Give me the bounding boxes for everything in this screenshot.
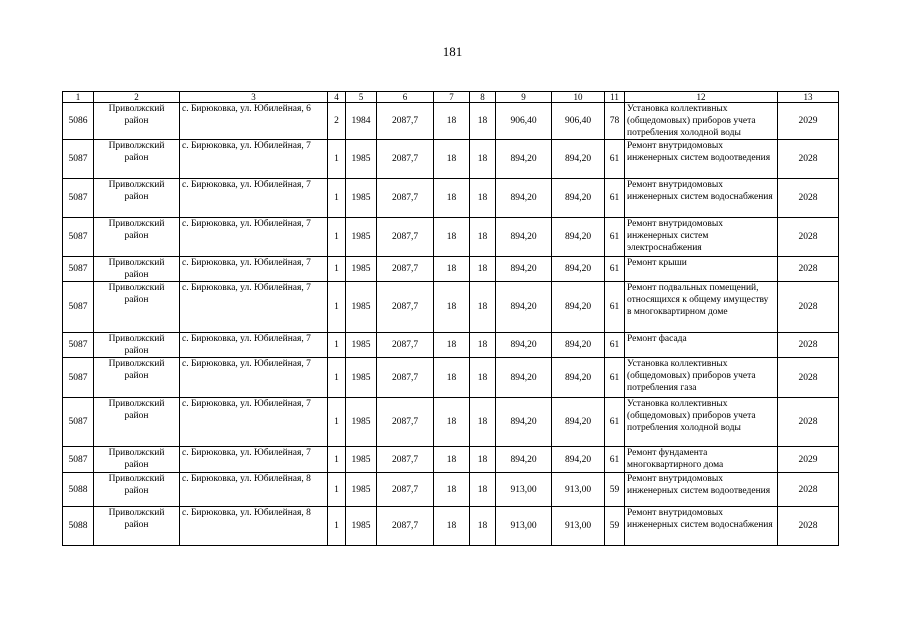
cell-work-type: Ремонт крыши — [625, 257, 778, 282]
cell-address: с. Бирюковка, ул. Юбилейная, 7 — [180, 333, 328, 358]
cell-col11: 61 — [605, 398, 625, 447]
cell-col9: 894,20 — [496, 333, 552, 358]
cell-col10: 894,20 — [552, 282, 605, 333]
cell-col7: 18 — [434, 282, 470, 333]
cell-col10: 894,20 — [552, 398, 605, 447]
cell-area: 2087,7 — [377, 140, 434, 179]
cell-year: 1985 — [346, 257, 377, 282]
cell-object-id: 5087 — [63, 140, 94, 179]
column-header: 8 — [470, 92, 496, 103]
column-number-row — [63, 92, 839, 103]
cell-col7: 18 — [434, 507, 470, 546]
cell-col10: 894,20 — [552, 140, 605, 179]
cell-work-type: Ремонт внутридомовых инженерных систем водоснабжения — [625, 179, 778, 218]
cell-col7: 18 — [434, 179, 470, 218]
cell-col8: 18 — [470, 447, 496, 473]
cell-plan-year: 2028 — [778, 179, 839, 218]
cell-col11: 61 — [605, 333, 625, 358]
cell-plan-year: 2028 — [778, 507, 839, 546]
cell-year: 1985 — [346, 398, 377, 447]
cell-col10: 906,40 — [552, 103, 605, 140]
cell-col11: 59 — [605, 473, 625, 507]
cell-district: Приволжский район — [94, 473, 180, 507]
cell-area: 2087,7 — [377, 333, 434, 358]
column-header: 11 — [605, 92, 625, 103]
cell-year: 1985 — [346, 507, 377, 546]
cell-year: 1985 — [346, 179, 377, 218]
cell-area: 2087,7 — [377, 218, 434, 257]
cell-work-type: Ремонт фасада — [625, 333, 778, 358]
cell-col4: 1 — [328, 140, 346, 179]
cell-area: 2087,7 — [377, 103, 434, 140]
cell-year: 1985 — [346, 333, 377, 358]
cell-district: Приволжский район — [94, 179, 180, 218]
cell-col10: 894,20 — [552, 257, 605, 282]
cell-district: Приволжский район — [94, 358, 180, 398]
cell-object-id: 5087 — [63, 218, 94, 257]
cell-object-id: 5088 — [63, 507, 94, 546]
cell-col9: 913,00 — [496, 507, 552, 546]
cell-address: с. Бирюковка, ул. Юбилейная, 7 — [180, 398, 328, 447]
cell-col8: 18 — [470, 507, 496, 546]
column-header: 10 — [552, 92, 605, 103]
cell-col11: 61 — [605, 447, 625, 473]
cell-plan-year: 2028 — [778, 473, 839, 507]
cell-col4: 1 — [328, 282, 346, 333]
cell-col9: 906,40 — [496, 103, 552, 140]
cell-col4: 1 — [328, 398, 346, 447]
cell-col7: 18 — [434, 398, 470, 447]
cell-col7: 18 — [434, 257, 470, 282]
cell-col7: 18 — [434, 358, 470, 398]
cell-area: 2087,7 — [377, 282, 434, 333]
cell-district: Приволжский район — [94, 218, 180, 257]
cell-object-id: 5087 — [63, 333, 94, 358]
cell-col11: 61 — [605, 179, 625, 218]
table-row — [63, 398, 839, 447]
cell-col4: 1 — [328, 257, 346, 282]
cell-plan-year: 2028 — [778, 140, 839, 179]
cell-work-type: Установка коллективных (общедомовых) приборов учета потребления холодной воды — [625, 103, 778, 140]
cell-plan-year: 2028 — [778, 358, 839, 398]
cell-col8: 18 — [470, 333, 496, 358]
cell-object-id: 5086 — [63, 103, 94, 140]
column-header: 12 — [625, 92, 778, 103]
cell-year: 1984 — [346, 103, 377, 140]
cell-object-id: 5087 — [63, 179, 94, 218]
column-header: 3 — [180, 92, 328, 103]
column-header: 4 — [328, 92, 346, 103]
cell-district: Приволжский район — [94, 257, 180, 282]
cell-address: с. Бирюковка, ул. Юбилейная, 7 — [180, 140, 328, 179]
table-row — [63, 218, 839, 257]
column-header: 13 — [778, 92, 839, 103]
cell-col10: 913,00 — [552, 473, 605, 507]
cell-address: с. Бирюковка, ул. Юбилейная, 8 — [180, 507, 328, 546]
cell-work-type: Ремонт фундамента многоквартирного дома — [625, 447, 778, 473]
cell-plan-year: 2028 — [778, 398, 839, 447]
cell-col9: 894,20 — [496, 140, 552, 179]
cell-address: с. Бирюковка, ул. Юбилейная, 7 — [180, 447, 328, 473]
cell-year: 1985 — [346, 218, 377, 257]
cell-col4: 1 — [328, 218, 346, 257]
cell-district: Приволжский район — [94, 507, 180, 546]
cell-col7: 18 — [434, 140, 470, 179]
cell-col8: 18 — [470, 358, 496, 398]
cell-col9: 894,20 — [496, 282, 552, 333]
cell-col10: 894,20 — [552, 179, 605, 218]
cell-work-type: Установка коллективных (общедомовых) приборов учета потребления газа — [625, 358, 778, 398]
cell-col4: 1 — [328, 447, 346, 473]
cell-col8: 18 — [470, 179, 496, 218]
cell-area: 2087,7 — [377, 358, 434, 398]
cell-col11: 59 — [605, 507, 625, 546]
cell-work-type: Ремонт внутридомовых инженерных систем водоотведения — [625, 473, 778, 507]
cell-plan-year: 2028 — [778, 282, 839, 333]
column-header: 2 — [94, 92, 180, 103]
cell-col11: 61 — [605, 140, 625, 179]
cell-col7: 18 — [434, 333, 470, 358]
table-row — [63, 179, 839, 218]
repair-program-table — [62, 91, 839, 546]
cell-work-type: Ремонт внутридомовых инженерных систем водоотведения — [625, 140, 778, 179]
cell-col10: 894,20 — [552, 358, 605, 398]
cell-col10: 913,00 — [552, 507, 605, 546]
cell-col11: 61 — [605, 358, 625, 398]
cell-col4: 1 — [328, 507, 346, 546]
cell-col9: 894,20 — [496, 257, 552, 282]
cell-district: Приволжский район — [94, 398, 180, 447]
cell-col4: 2 — [328, 103, 346, 140]
cell-address: с. Бирюковка, ул. Юбилейная, 7 — [180, 257, 328, 282]
cell-col9: 894,20 — [496, 447, 552, 473]
table-row — [63, 358, 839, 398]
cell-object-id: 5087 — [63, 257, 94, 282]
cell-area: 2087,7 — [377, 179, 434, 218]
cell-address: с. Бирюковка, ул. Юбилейная, 6 — [180, 103, 328, 140]
cell-col11: 61 — [605, 282, 625, 333]
cell-address: с. Бирюковка, ул. Юбилейная, 7 — [180, 358, 328, 398]
cell-col10: 894,20 — [552, 447, 605, 473]
cell-work-type: Установка коллективных (общедомовых) приборов учета потребления холодной воды — [625, 398, 778, 447]
cell-col9: 894,20 — [496, 398, 552, 447]
cell-object-id: 5087 — [63, 398, 94, 447]
cell-work-type: Ремонт внутридомовых инженерных систем электроснабжения — [625, 218, 778, 257]
cell-col4: 1 — [328, 179, 346, 218]
cell-col7: 18 — [434, 103, 470, 140]
table-row — [63, 473, 839, 507]
cell-col9: 894,20 — [496, 179, 552, 218]
cell-col9: 894,20 — [496, 358, 552, 398]
cell-col8: 18 — [470, 282, 496, 333]
cell-col10: 894,20 — [552, 333, 605, 358]
cell-col4: 1 — [328, 358, 346, 398]
column-header: 5 — [346, 92, 377, 103]
cell-col9: 894,20 — [496, 218, 552, 257]
cell-address: с. Бирюковка, ул. Юбилейная, 7 — [180, 282, 328, 333]
page-number: 181 — [442, 44, 463, 59]
cell-address: с. Бирюковка, ул. Юбилейная, 7 — [180, 218, 328, 257]
cell-col4: 1 — [328, 333, 346, 358]
column-header: 9 — [496, 92, 552, 103]
cell-work-type: Ремонт внутридомовых инженерных систем водоснабжения — [625, 507, 778, 546]
column-header: 1 — [63, 92, 94, 103]
cell-district: Приволжский район — [94, 103, 180, 140]
cell-col8: 18 — [470, 398, 496, 447]
cell-year: 1985 — [346, 140, 377, 179]
cell-year: 1985 — [346, 358, 377, 398]
cell-address: с. Бирюковка, ул. Юбилейная, 7 — [180, 179, 328, 218]
cell-plan-year: 2028 — [778, 333, 839, 358]
cell-col8: 18 — [470, 257, 496, 282]
cell-district: Приволжский район — [94, 447, 180, 473]
cell-year: 1985 — [346, 447, 377, 473]
cell-plan-year: 2028 — [778, 218, 839, 257]
table-row — [63, 507, 839, 546]
cell-col8: 18 — [470, 140, 496, 179]
cell-col4: 1 — [328, 473, 346, 507]
cell-col11: 61 — [605, 218, 625, 257]
cell-col11: 61 — [605, 257, 625, 282]
cell-work-type: Ремонт подвальных помещений, относящихся к общему имуществу в многоквартирном доме — [625, 282, 778, 333]
cell-district: Приволжский район — [94, 333, 180, 358]
cell-district: Приволжский район — [94, 282, 180, 333]
cell-area: 2087,7 — [377, 473, 434, 507]
cell-object-id: 5088 — [63, 473, 94, 507]
cell-object-id: 5087 — [63, 358, 94, 398]
cell-address: с. Бирюковка, ул. Юбилейная, 8 — [180, 473, 328, 507]
cell-district: Приволжский район — [94, 140, 180, 179]
table-row — [63, 282, 839, 333]
table-row — [63, 257, 839, 282]
cell-col9: 913,00 — [496, 473, 552, 507]
cell-object-id: 5087 — [63, 282, 94, 333]
cell-col8: 18 — [470, 103, 496, 140]
table-row — [63, 103, 839, 140]
column-header: 7 — [434, 92, 470, 103]
cell-area: 2087,7 — [377, 257, 434, 282]
cell-col8: 18 — [470, 473, 496, 507]
cell-area: 2087,7 — [377, 507, 434, 546]
cell-plan-year: 2028 — [778, 257, 839, 282]
table-row — [63, 333, 839, 358]
cell-plan-year: 2029 — [778, 447, 839, 473]
cell-col7: 18 — [434, 473, 470, 507]
cell-year: 1985 — [346, 282, 377, 333]
cell-year: 1985 — [346, 473, 377, 507]
table-row — [63, 140, 839, 179]
cell-col8: 18 — [470, 218, 496, 257]
cell-col7: 18 — [434, 447, 470, 473]
cell-area: 2087,7 — [377, 398, 434, 447]
cell-col10: 894,20 — [552, 218, 605, 257]
cell-col11: 78 — [605, 103, 625, 140]
cell-col7: 18 — [434, 218, 470, 257]
cell-plan-year: 2029 — [778, 103, 839, 140]
table-row — [63, 447, 839, 473]
cell-area: 2087,7 — [377, 447, 434, 473]
column-header: 6 — [377, 92, 434, 103]
cell-object-id: 5087 — [63, 447, 94, 473]
